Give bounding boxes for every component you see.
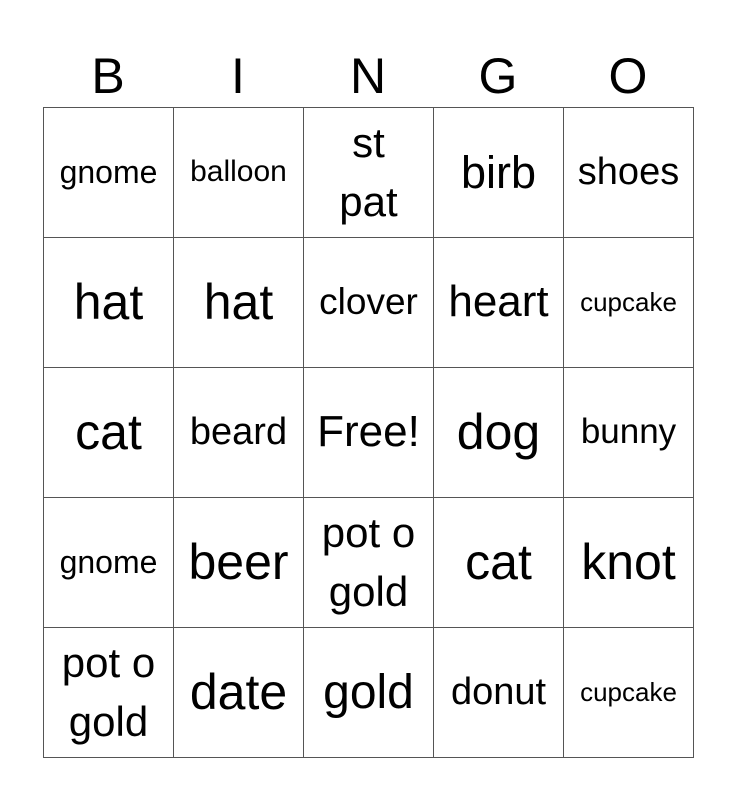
header-letter-o: O	[608, 48, 648, 104]
bingo-cell-r3-c2[interactable]	[174, 368, 304, 498]
cell-label: gnome	[59, 154, 158, 191]
cell-label: cat	[75, 403, 142, 460]
bingo-cell-r1-c4[interactable]	[434, 108, 564, 238]
bingo-cell-r4-c1[interactable]	[44, 498, 174, 628]
bingo-cell-r1-c5[interactable]	[564, 108, 694, 238]
cell-label: beard	[189, 410, 288, 453]
cell-label: date	[189, 663, 288, 720]
bingo-cell-r2-c2[interactable]	[174, 238, 304, 368]
bingo-cell-r5-c1[interactable]	[44, 628, 174, 758]
bingo-cell-r4-c3[interactable]	[304, 498, 434, 628]
cell-label: balloon	[190, 155, 287, 189]
cell-label: gnome	[59, 544, 158, 581]
bingo-cell-r1-c3[interactable]	[304, 108, 434, 238]
bingo-cell-r4-c4[interactable]	[434, 498, 564, 628]
cell-label: shoes	[577, 150, 680, 193]
bingo-cell-r1-c1[interactable]	[44, 108, 174, 238]
cell-label: birb	[460, 146, 537, 198]
cell-label: beer	[188, 533, 289, 590]
free-space-cell[interactable]	[304, 368, 434, 498]
cell-label: pot o gold	[321, 508, 416, 615]
bingo-cell-r4-c2[interactable]	[174, 498, 304, 628]
header-letter-n: N	[349, 48, 387, 104]
bingo-cell-r2-c5[interactable]	[564, 238, 694, 368]
cell-label: gold	[323, 665, 414, 719]
bingo-cell-r3-c4[interactable]	[434, 368, 564, 498]
bingo-cell-r5-c2[interactable]	[174, 628, 304, 758]
header-letter-i: I	[231, 48, 245, 104]
bingo-cell-r5-c5[interactable]	[564, 628, 694, 758]
cell-label: cupcake	[580, 676, 677, 707]
cell-label: clover	[319, 281, 418, 323]
bingo-cell-r5-c4[interactable]	[434, 628, 564, 758]
bingo-board	[43, 107, 694, 758]
header-letter-g: G	[478, 48, 518, 104]
free-space-label: Free!	[317, 407, 420, 457]
cell-label: knot	[581, 533, 676, 590]
bingo-cell-r3-c1[interactable]	[44, 368, 174, 498]
bingo-cell-r3-c5[interactable]	[564, 368, 694, 498]
cell-label: cat	[465, 533, 532, 590]
cell-label: heart	[448, 277, 549, 327]
cell-label: hat	[203, 273, 274, 330]
cell-label: pot o gold	[61, 638, 156, 745]
cell-label: bunny	[580, 412, 677, 452]
cell-label: donut	[450, 670, 547, 713]
cell-label: cupcake	[580, 286, 677, 317]
bingo-cell-r2-c1[interactable]	[44, 238, 174, 368]
cell-label: hat	[73, 273, 144, 330]
bingo-cell-r2-c3[interactable]	[304, 238, 434, 368]
header-letter-b: B	[91, 48, 125, 104]
bingo-cell-r2-c4[interactable]	[434, 238, 564, 368]
cell-label: st pat	[339, 118, 398, 225]
cell-label: dog	[456, 403, 541, 460]
bingo-cell-r5-c3[interactable]	[304, 628, 434, 758]
bingo-cell-r1-c2[interactable]	[174, 108, 304, 238]
bingo-cell-r4-c5[interactable]	[564, 498, 694, 628]
bingo-header	[43, 48, 693, 104]
